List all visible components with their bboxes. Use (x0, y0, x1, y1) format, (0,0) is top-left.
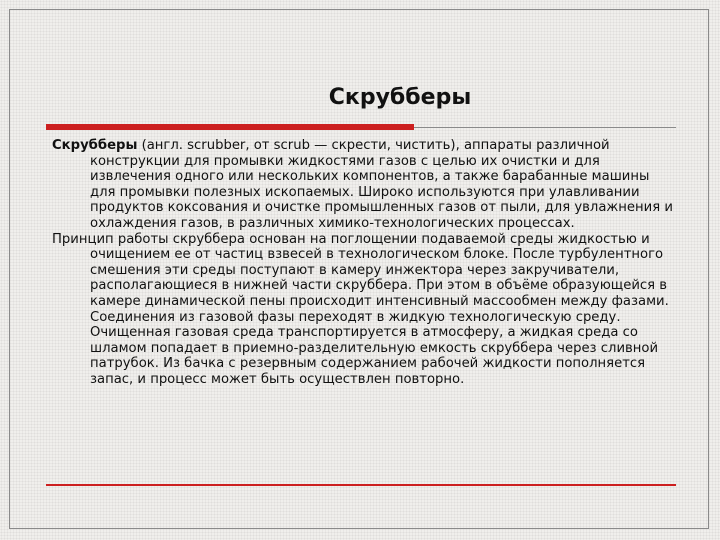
paragraph-definition-text: (англ. scrubber, от scrub — скрести, чистить), аппараты различной конструкции для промывки жидкостями газов с целью их очистки и для извлечения одного или нескольких компонентов, а также барабанные машины для промывки полезных ископаемых. Широко используются при улавливании продуктов коксования и очистке промышленных газов от пыли, для увлажнения и охлаждения газов, в различных химико-технологических процессах. (90, 138, 673, 231)
slide-body (52, 138, 678, 388)
paragraph-principle-text: Принцип работы скруббера основан на поглощении подаваемой среды жидкостью и очищением ее от частиц взвесей в технологическом блоке. После турбулентного смешения эти среды поступают в камеру инжектора через закручиватели, располагающиеся в нижней части скруббера. При этом в объёме образующейся в камере динамической пены происходит интенсивный массообмен между фазами. Соединения из газовой фазы переходят в жидкую технологическую среду. Очищенная газовая среда транспортируется в атмосферу, а жидкая среда со шламом попадает в приемно-разделительную емкость скруббера через сливной патрубок. Из бачка с резервным содержанием рабочей жидкости пополняется запас, и процесс может быть осуществлен повторно. (52, 231, 669, 387)
title-accent-bar (46, 124, 414, 130)
paragraph-definition (52, 138, 678, 232)
paragraph-principle (52, 232, 678, 388)
paragraph-term: Скрубберы (52, 138, 138, 153)
bottom-accent-line (46, 484, 676, 486)
slide-title: Скрубберы (328, 85, 472, 110)
title-divider-line (414, 127, 676, 128)
